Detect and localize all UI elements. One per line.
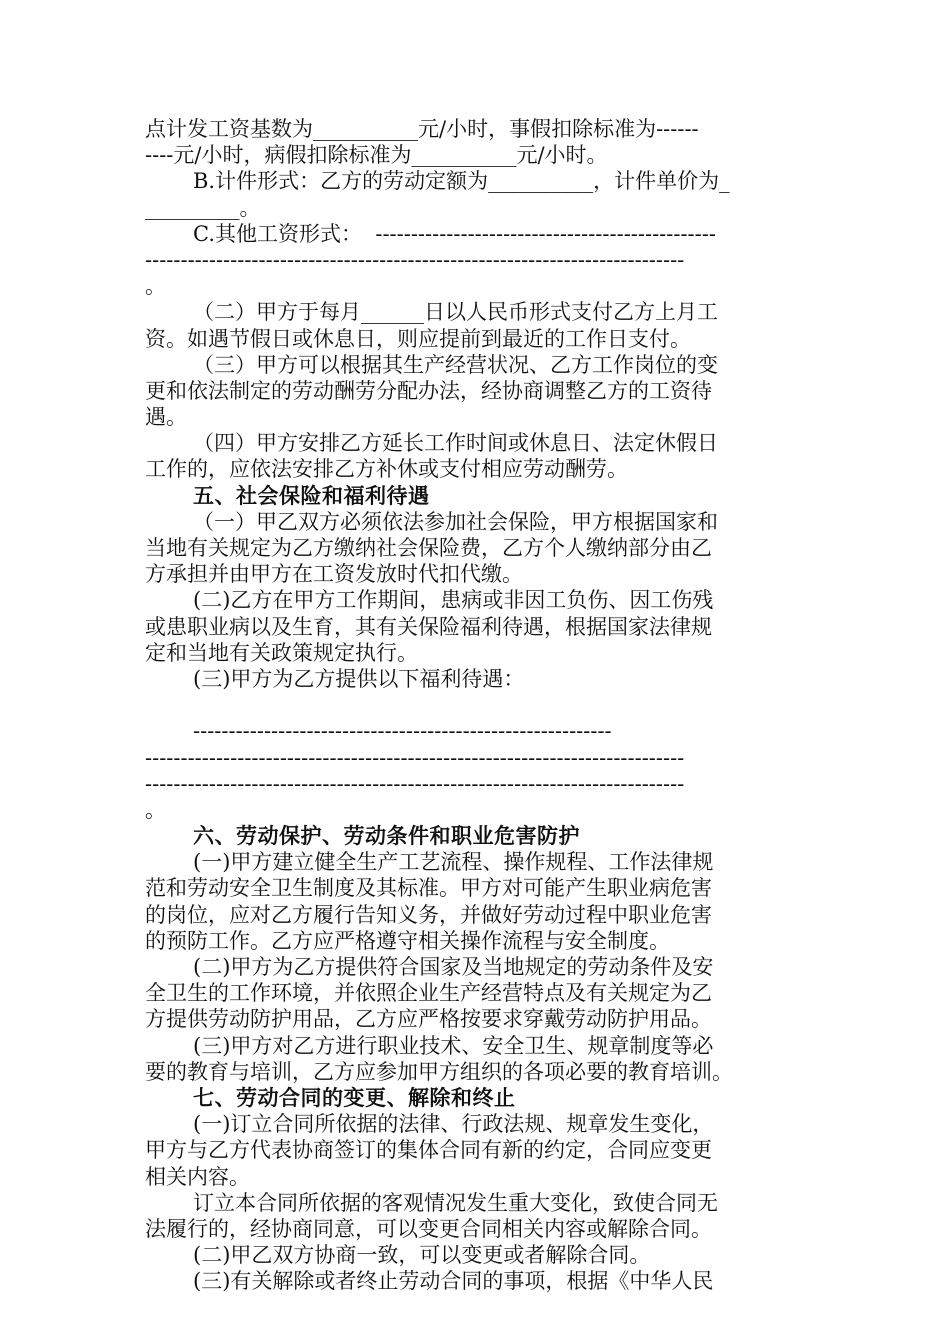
- paragraph-first-line: B.计件形式：乙方的劳动定额为__________，计件单价为_: [193, 169, 730, 194]
- paragraph-line: 方提供劳动防护用品，乙方应严格按要求穿戴劳动防护用品。: [145, 1007, 712, 1032]
- paragraph-line: 。: [145, 797, 166, 822]
- paragraph-line: 。: [145, 274, 166, 299]
- paragraph-line: ----元/小时，病假扣除标准为__________元/小时。: [145, 143, 608, 168]
- paragraph-line: 的岗位，应对乙方履行告知义务，并做好劳动过程中职业危害: [145, 902, 712, 927]
- paragraph-line: ----------------------------------------------------------------------------: [145, 247, 685, 272]
- paragraph-line: _________。: [145, 195, 261, 220]
- paragraph-line: 甲方与乙方代表协商签订的集体合同有新的约定，合同应变更: [145, 1138, 712, 1163]
- section-heading: 五、社会保险和福利待遇: [193, 483, 430, 508]
- paragraph-first-line: （二）甲方于每月______日以人民币形式支付乙方上月工: [193, 300, 718, 325]
- paragraph-first-line: (二)乙方在甲方工作期间，患病或非因工负伤、因工伤残: [193, 588, 714, 613]
- paragraph-line: 范和劳动安全卫生制度及其标准。甲方对可能产生职业病危害: [145, 876, 712, 901]
- paragraph-first-line: C.其他工资形式： ------------------------------------------------: [193, 221, 716, 246]
- paragraph-first-line: 订立本合同所依据的客观情况发生重大变化，致使合同无: [193, 1190, 718, 1215]
- paragraph-line: 或患职业病以及生育，其有关保险福利待遇，根据国家法律规: [145, 614, 712, 639]
- paragraph-line: 点计发工资基数为__________元/小时，事假扣除标准为------: [145, 117, 699, 141]
- paragraph-first-line: (三)甲方为乙方提供以下福利待遇：: [193, 666, 525, 691]
- paragraph-line: 的预防工作。乙方应严格遵守相关操作流程与安全制度。: [145, 928, 670, 953]
- paragraph-first-line: (二)甲方为乙方提供符合国家及当地规定的劳动条件及安: [193, 955, 714, 979]
- paragraph-line: 定和当地有关政策规定执行。: [145, 640, 418, 665]
- paragraph-first-line: （三）甲方可以根据其生产经营状况、乙方工作岗位的变: [193, 352, 718, 377]
- paragraph-line: 相关内容。: [145, 1164, 250, 1189]
- paragraph-first-line: (二)甲乙双方协商一致，可以变更或者解除合同。: [193, 1243, 651, 1268]
- paragraph-line: 更和依法制定的劳动酬劳分配办法，经协商调整乙方的工资待: [145, 378, 712, 403]
- paragraph-first-line: （四）甲方安排乙方延长工作时间或休息日、法定休假日: [193, 431, 718, 456]
- paragraph-first-line: （一）甲乙双方必须依法参加社会保险，甲方根据国家和: [193, 509, 718, 534]
- paragraph-line: 工作的，应依法安排乙方补休或支付相应劳动酬劳。: [145, 457, 628, 482]
- paragraph-line: 方承担并由甲方在工资发放时代扣代缴。: [145, 562, 523, 587]
- paragraph-first-line: (三)甲方对乙方进行职业技术、安全卫生、规章制度等必: [193, 1033, 714, 1058]
- paragraph-line: 当地有关规定为乙方缴纳社会保险费，乙方个人缴纳部分由乙: [145, 536, 712, 560]
- paragraph-line: ----------------------------------------------------------------------------: [145, 745, 685, 770]
- paragraph-first-line: (一)甲方建立健全生产工艺流程、操作规程、工作法律规: [193, 850, 714, 875]
- paragraph-first-line: (三)有关解除或者终止劳动合同的事项，根据《中华人民: [193, 1269, 714, 1294]
- section-heading: 七、劳动合同的变更、解除和终止: [193, 1085, 516, 1110]
- paragraph-line: 法履行的，经协商同意，可以变更合同相关内容或解除合同。: [145, 1216, 712, 1241]
- paragraph-line: 遇。: [145, 405, 187, 430]
- document-page: [145, 116, 805, 1294]
- paragraph-line: 资。如遇节假日或休息日，则应提前到最近的工作日支付。: [145, 326, 691, 351]
- blank-line: [145, 692, 805, 718]
- section-heading: 六、劳动保护、劳动条件和职业危害防护: [193, 824, 580, 849]
- paragraph-line: 要的教育与培训，乙方应参加甲方组织的各项必要的教育培训。: [145, 1059, 733, 1084]
- paragraph-line: 全卫生的工作环境，并依照企业生产经营特点及有关规定为乙: [145, 981, 712, 1006]
- paragraph-line: ----------------------------------------------------------------------------: [145, 771, 685, 796]
- paragraph-first-line: (一)订立合同所依据的法律、行政法规、规章发生变化，: [193, 1112, 714, 1137]
- paragraph-first-line: -----------------------------------------------------------: [193, 719, 612, 744]
